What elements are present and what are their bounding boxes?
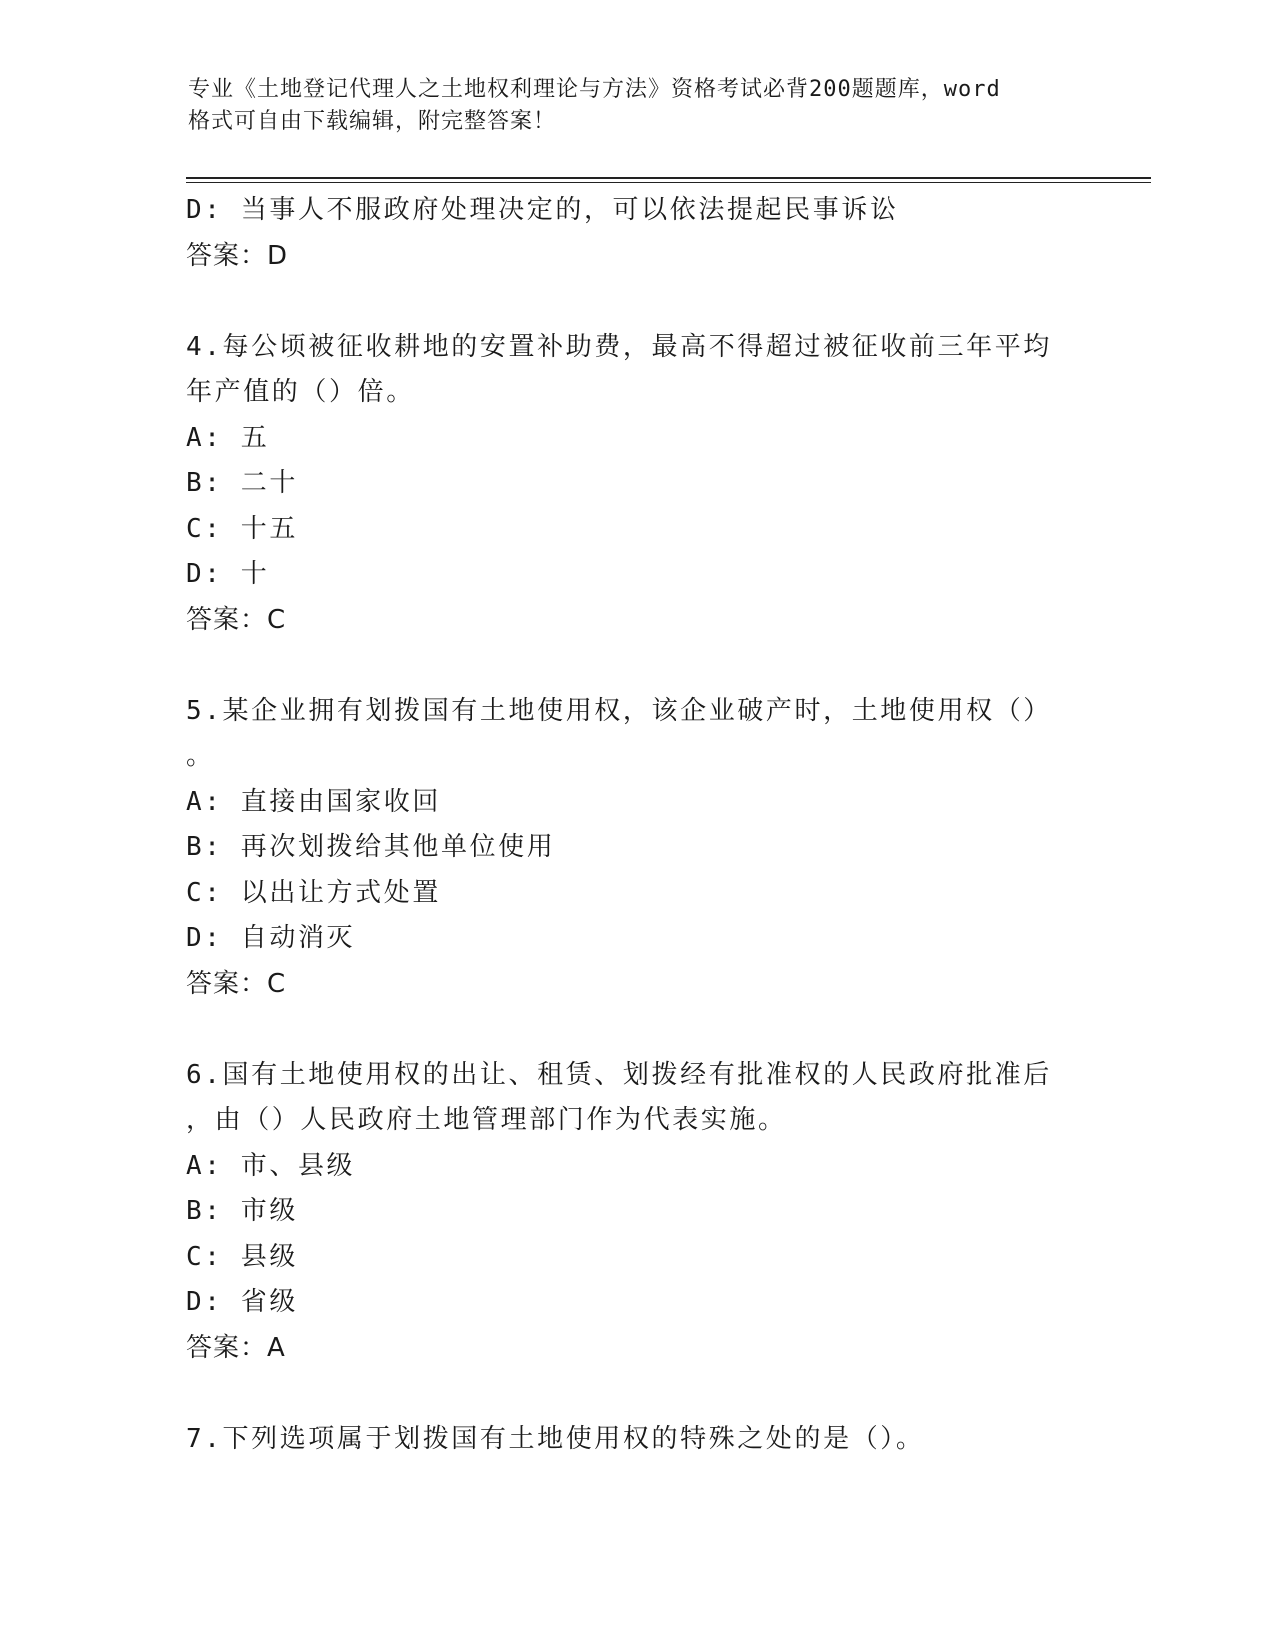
question-6-text-line-1: 6.国有土地使用权的出让、租赁、划拨经有批准权的人民政府批准后 <box>186 1059 1052 1090</box>
question-5-option-b: B: 再次划拨给其他单位使用 <box>186 832 556 862</box>
question-4-text-line-1: 4.每公顷被征收耕地的安置补助费，最高不得超过被征收前三年平均 <box>186 331 1052 362</box>
question-6-option-c: C: 县级 <box>186 1241 298 1272</box>
question-6-answer: 答案：A <box>186 1332 286 1363</box>
question-list <box>186 188 1066 1462</box>
header-line-1: 专业《土地登记代理人之土地权利理论与方法》资格考试必背200题题库，word <box>188 77 1001 102</box>
question-6-option-a: A: 市、县级 <box>186 1150 356 1181</box>
question-4-answer: 答案：C <box>186 604 287 635</box>
question-4-option-b: B: 二十 <box>186 468 298 498</box>
question-5-option-d: D: 自动消灭 <box>186 923 356 953</box>
question-6-option-d: D: 省级 <box>186 1287 298 1317</box>
spacer <box>186 1007 1066 1053</box>
question-6-option-b: B: 市级 <box>186 1196 298 1226</box>
question-4-option-d: D: 十 <box>186 559 270 589</box>
header-rule-thin <box>186 182 1151 183</box>
spacer <box>186 1371 1066 1417</box>
header-line-2: 格式可自由下载编辑，附完整答案！ <box>188 109 557 134</box>
question-4-option-c: C: 十五 <box>186 513 298 544</box>
document-header <box>188 74 1068 138</box>
question-5-option-c: C: 以出让方式处置 <box>186 877 441 908</box>
prev-answer: 答案：D <box>186 240 289 271</box>
question-6-text-line-2: ，由（）人民政府土地管理部门作为代表实施。 <box>186 1105 787 1135</box>
question-5-answer: 答案：C <box>186 968 287 999</box>
question-7-text-line-1: 7.下列选项属于划拨国有土地使用权的特殊之处的是（）。 <box>186 1423 925 1454</box>
spacer <box>186 279 1066 325</box>
spacer <box>186 643 1066 689</box>
question-5-text-line-2: 。 <box>186 741 215 771</box>
question-5-text-line-1: 5.某企业拥有划拨国有土地使用权，该企业破产时，土地使用权（） <box>186 695 1052 726</box>
header-rule-thick <box>186 177 1151 179</box>
question-5-option-a: A: 直接由国家收回 <box>186 786 441 817</box>
prev-option-d: D: 当事人不服政府处理决定的，可以依法提起民事诉讼 <box>186 195 899 225</box>
question-4-option-a: A: 五 <box>186 422 270 453</box>
question-4-text-line-2: 年产值的（）倍。 <box>186 377 415 407</box>
